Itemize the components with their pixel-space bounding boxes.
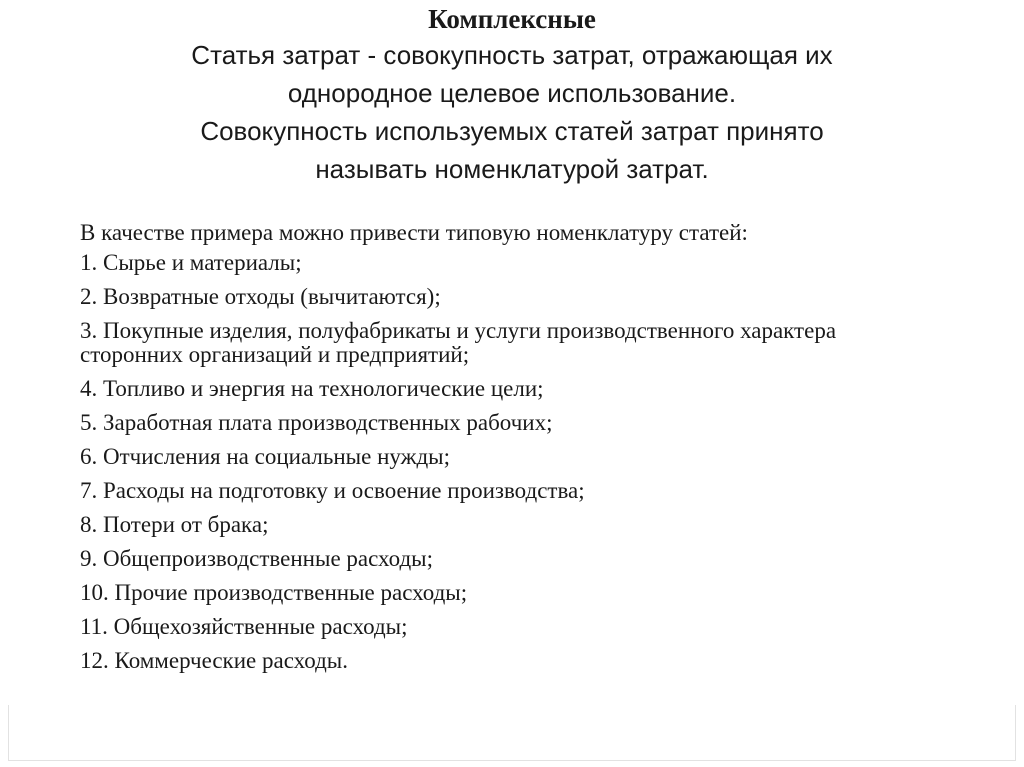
definition-line-4: называть номенклатурой затрат. bbox=[315, 154, 709, 184]
definition-line-3: Совокупность используемых статей затрат принято bbox=[200, 116, 824, 146]
definition-line-2: однородное целевое использование. bbox=[287, 78, 737, 108]
list-item: 9. Общепроизводственные расходы; bbox=[80, 546, 434, 571]
list-item: 12. Коммерческие расходы. bbox=[80, 648, 348, 673]
slide-title: Комплексные bbox=[428, 4, 596, 34]
list-item: 7. Расходы на подготовку и освоение производства; bbox=[80, 478, 585, 503]
list-item: 3. Покупные изделия, полуфабрикаты и услуги производственного характера сторонних организаций и предприятий; bbox=[80, 318, 837, 367]
list-item: 10. Прочие производственные расходы; bbox=[80, 580, 468, 605]
cost-items-list bbox=[80, 251, 940, 673]
intro-text: В качестве примера можно привести типовую номенклатуру статей: bbox=[80, 220, 748, 245]
definition-line-1: Статья затрат - совокупность затрат, отражающая их bbox=[191, 40, 833, 70]
cost-items-section bbox=[80, 217, 940, 683]
list-item: 4. Топливо и энергия на технологические цели; bbox=[80, 376, 544, 401]
list-item: 2. Возвратные отходы (вычитаются); bbox=[80, 284, 441, 309]
slide-header bbox=[0, 2, 1024, 188]
slide-frame bbox=[8, 705, 1016, 761]
list-item: 6. Отчисления на социальные нужды; bbox=[80, 444, 451, 469]
list-item: 1. Сырье и материалы; bbox=[80, 250, 302, 275]
list-item: 8. Потери от брака; bbox=[80, 512, 269, 537]
list-item: 5. Заработная плата производственных рабочих; bbox=[80, 410, 553, 435]
list-item: 11. Общехозяйственные расходы; bbox=[80, 614, 408, 639]
